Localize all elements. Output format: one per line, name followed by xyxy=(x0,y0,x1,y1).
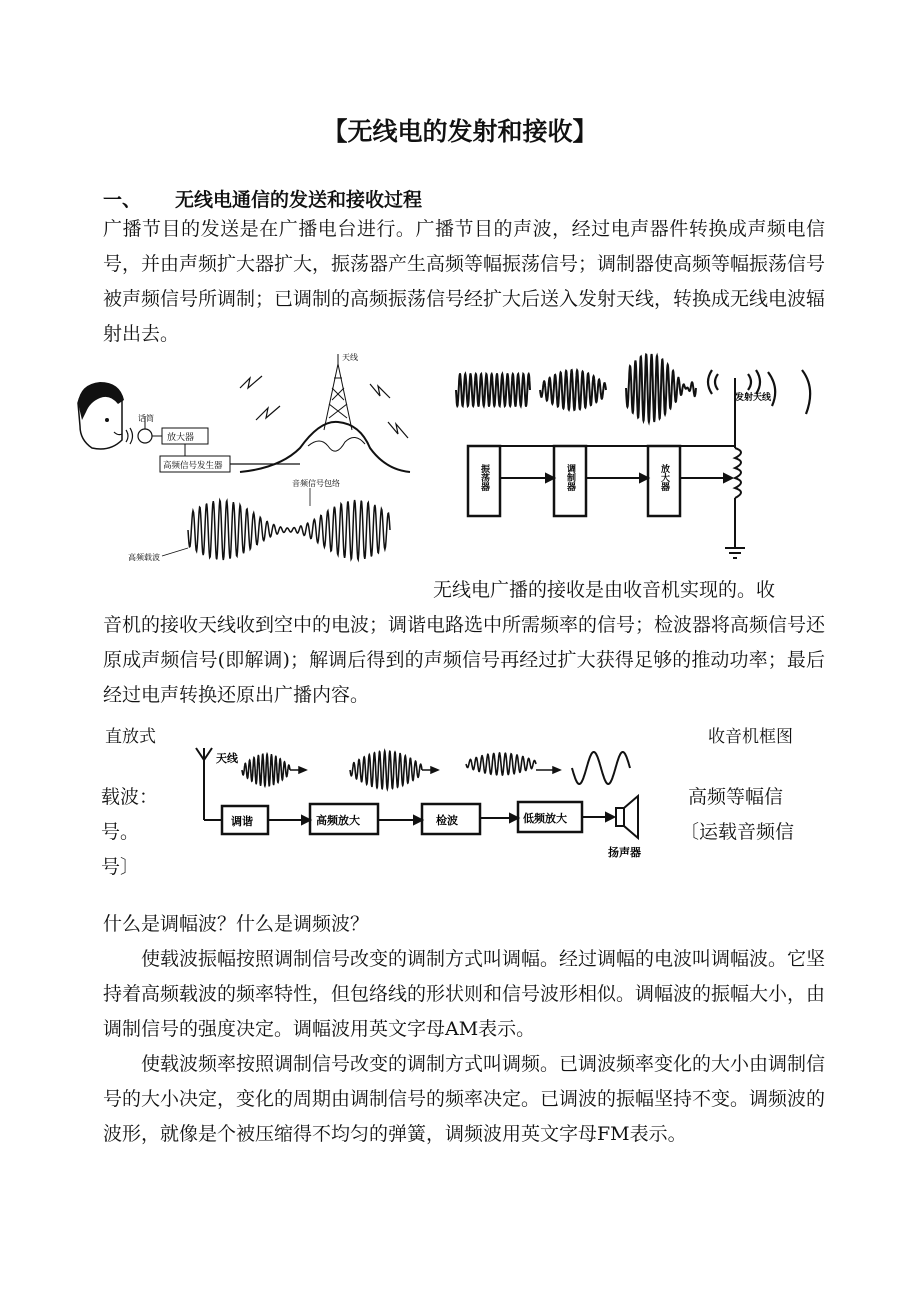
transmit-paragraph: 广播节目的发送是在广播电台进行。广播节目的声波，经过电声器件转换成声频电信号，并由声频扩大器扩大，振荡器产生高频等幅振荡信号；调制器使高频等幅振荡信号被声频信号所调制；已调制的高频振荡信号经扩大后送入发射天线，转换成无线电波辐射出去。 xyxy=(103,218,826,345)
direct-type-label: 直放式 xyxy=(105,727,156,747)
antenna-label: 天线 xyxy=(342,353,358,362)
speaker-icon xyxy=(616,796,638,838)
tuning-label: 调谐 xyxy=(231,815,253,828)
rf-amp-label: 高频放大 xyxy=(316,814,360,827)
section-number: 一、 xyxy=(103,189,142,211)
tx-antenna-label: 发射天线 xyxy=(735,393,772,403)
receive-first-line: 无线电广播的接收是由收音机实现的。收 xyxy=(433,579,776,601)
af-amp-label: 低频放大 xyxy=(523,812,567,825)
radio-diagram-label: 收音机框图 xyxy=(708,727,793,747)
oscillator-label: 振荡器 xyxy=(479,464,489,491)
mic-label: 话筒 xyxy=(138,414,154,423)
receive-paragraph: 音机的接收天线收到空中的电波；调谐电路选中所需频率的信号；检波器将高频信号还原成声频信号(即解调)；解调后得到的声频信号再经过扩大获得足够的推动功率；最后经过电声转换还原出广播内容。 xyxy=(103,614,826,706)
person-head-icon xyxy=(78,382,124,449)
side-right-1: 高频等幅信 xyxy=(688,786,784,808)
section-heading-text: 无线电通信的发送和接收过程 xyxy=(175,189,423,211)
coil-icon xyxy=(735,448,741,498)
transmitter-illustration xyxy=(70,348,425,570)
side-right-2: 〔运载音频信 xyxy=(680,821,795,843)
transmitter-block-diagram xyxy=(450,348,830,570)
modulator-label: 调制器 xyxy=(565,464,575,491)
side-left-1: 载波： xyxy=(101,786,159,808)
side-left-3: 号〕 xyxy=(101,856,140,878)
generator-label: 高频信号发生器 xyxy=(163,461,223,471)
envelope-label: 音频信号包络 xyxy=(292,479,340,488)
side-left-2: 号。 xyxy=(101,821,140,843)
am-paragraph: 使载波振幅按照调制信号改变的调制方式叫调幅。经过调幅的电波叫调幅波。它坚持着高频载波的频率特性，但包络线的形状则和信号波形相似。调幅波的振幅大小，由调制信号的强度决定。调幅波用英文字母AM表示。 xyxy=(103,948,826,1040)
fm-paragraph: 使载波频率按照调制信号改变的调制方式叫调频。已调波频率变化的大小由调制信号的大小决定，变化的周期由调制信号的频率决定。已调波的振幅坚持不变。调频波的波形，就像是个被压缩得不均匀的弹簧，调频波用英文字母FM表示。 xyxy=(103,1053,826,1145)
carrier-label: 高频载波 xyxy=(128,553,160,562)
detector-label: 检波 xyxy=(436,814,458,827)
receiver-block-diagram xyxy=(190,740,670,864)
speaker-label: 扬声器 xyxy=(608,846,641,859)
page-title: 【无线电的发射和接收】 xyxy=(322,117,598,146)
rx-antenna-icon xyxy=(196,748,212,820)
microphone-icon xyxy=(138,429,152,443)
amplifier-label: 放大器 xyxy=(167,433,195,443)
rx-antenna-label: 天线 xyxy=(216,752,238,765)
antenna-tower-icon xyxy=(324,354,352,430)
section-heading xyxy=(103,185,422,212)
question-line: 什么是调幅波？什么是调频波？ xyxy=(103,913,370,935)
ground-icon xyxy=(725,548,745,558)
amp-label: 放大器 xyxy=(659,464,669,491)
